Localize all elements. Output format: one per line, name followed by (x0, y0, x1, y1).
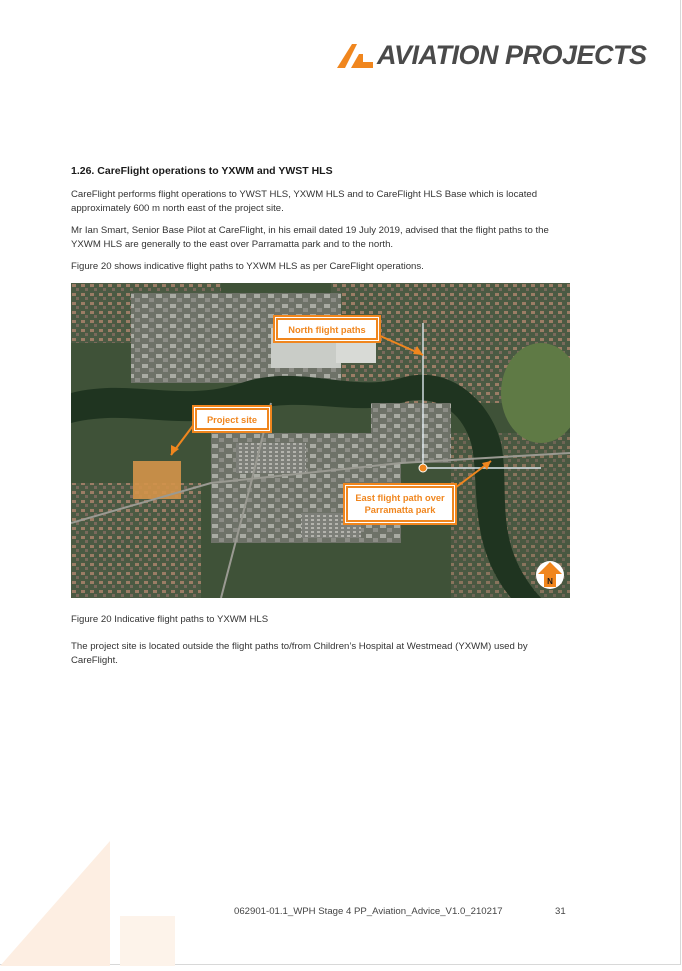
callout-east-flight-path (346, 486, 454, 522)
footer-document-ref: 062901-01.1_WPH Stage 4 PP_Aviation_Advice_V1.0_210217 (234, 906, 503, 917)
logo-text: AVIATION PROJECTS (377, 40, 647, 70)
callout-north-flight-paths (276, 318, 378, 340)
north-label: N (547, 577, 553, 586)
closing-paragraph: The project site is located outside the flight paths to/from Children’s Hospital at Westmead (YXWM) used by CareFlight. (71, 641, 528, 666)
north-arrow-icon (535, 559, 565, 591)
section-title: CareFlight operations to YXWM and YWST HLS (97, 165, 333, 177)
callout-east-label-line2: Parramatta park (364, 505, 436, 515)
paragraph-1: CareFlight performs flight operations to YWST HLS, YXWM HLS and to CareFlight HLS Base which is located approximately 600 m north east of the project site. (71, 189, 538, 214)
callout-project-site (195, 408, 269, 430)
section-number: 1.26. (71, 165, 95, 177)
callout-north-label: North flight paths (288, 325, 366, 335)
callout-east-label-line1: East flight path over (355, 493, 445, 503)
figure-caption: Figure 20 Indicative flight paths to YXWM HLS (71, 614, 269, 625)
paragraph-3: Figure 20 shows indicative flight paths to YXWM HLS as per CareFlight operations. (71, 261, 424, 272)
logo-mark-icon (337, 42, 373, 68)
callout-project-label: Project site (206, 415, 258, 425)
company-logo (337, 40, 647, 70)
watermark-logo (0, 836, 200, 971)
section-heading (71, 164, 571, 178)
section-content (71, 164, 571, 282)
footer-page-number: 31 (555, 906, 566, 917)
aerial-map-figure (71, 283, 570, 598)
paragraph-2: Mr Ian Smart, Senior Base Pilot at CareFlight, in his email dated 19 July 2019, advised that the flight paths to the YXWM HLS are generally to the east over Parramatta park and to the north. (71, 225, 549, 250)
